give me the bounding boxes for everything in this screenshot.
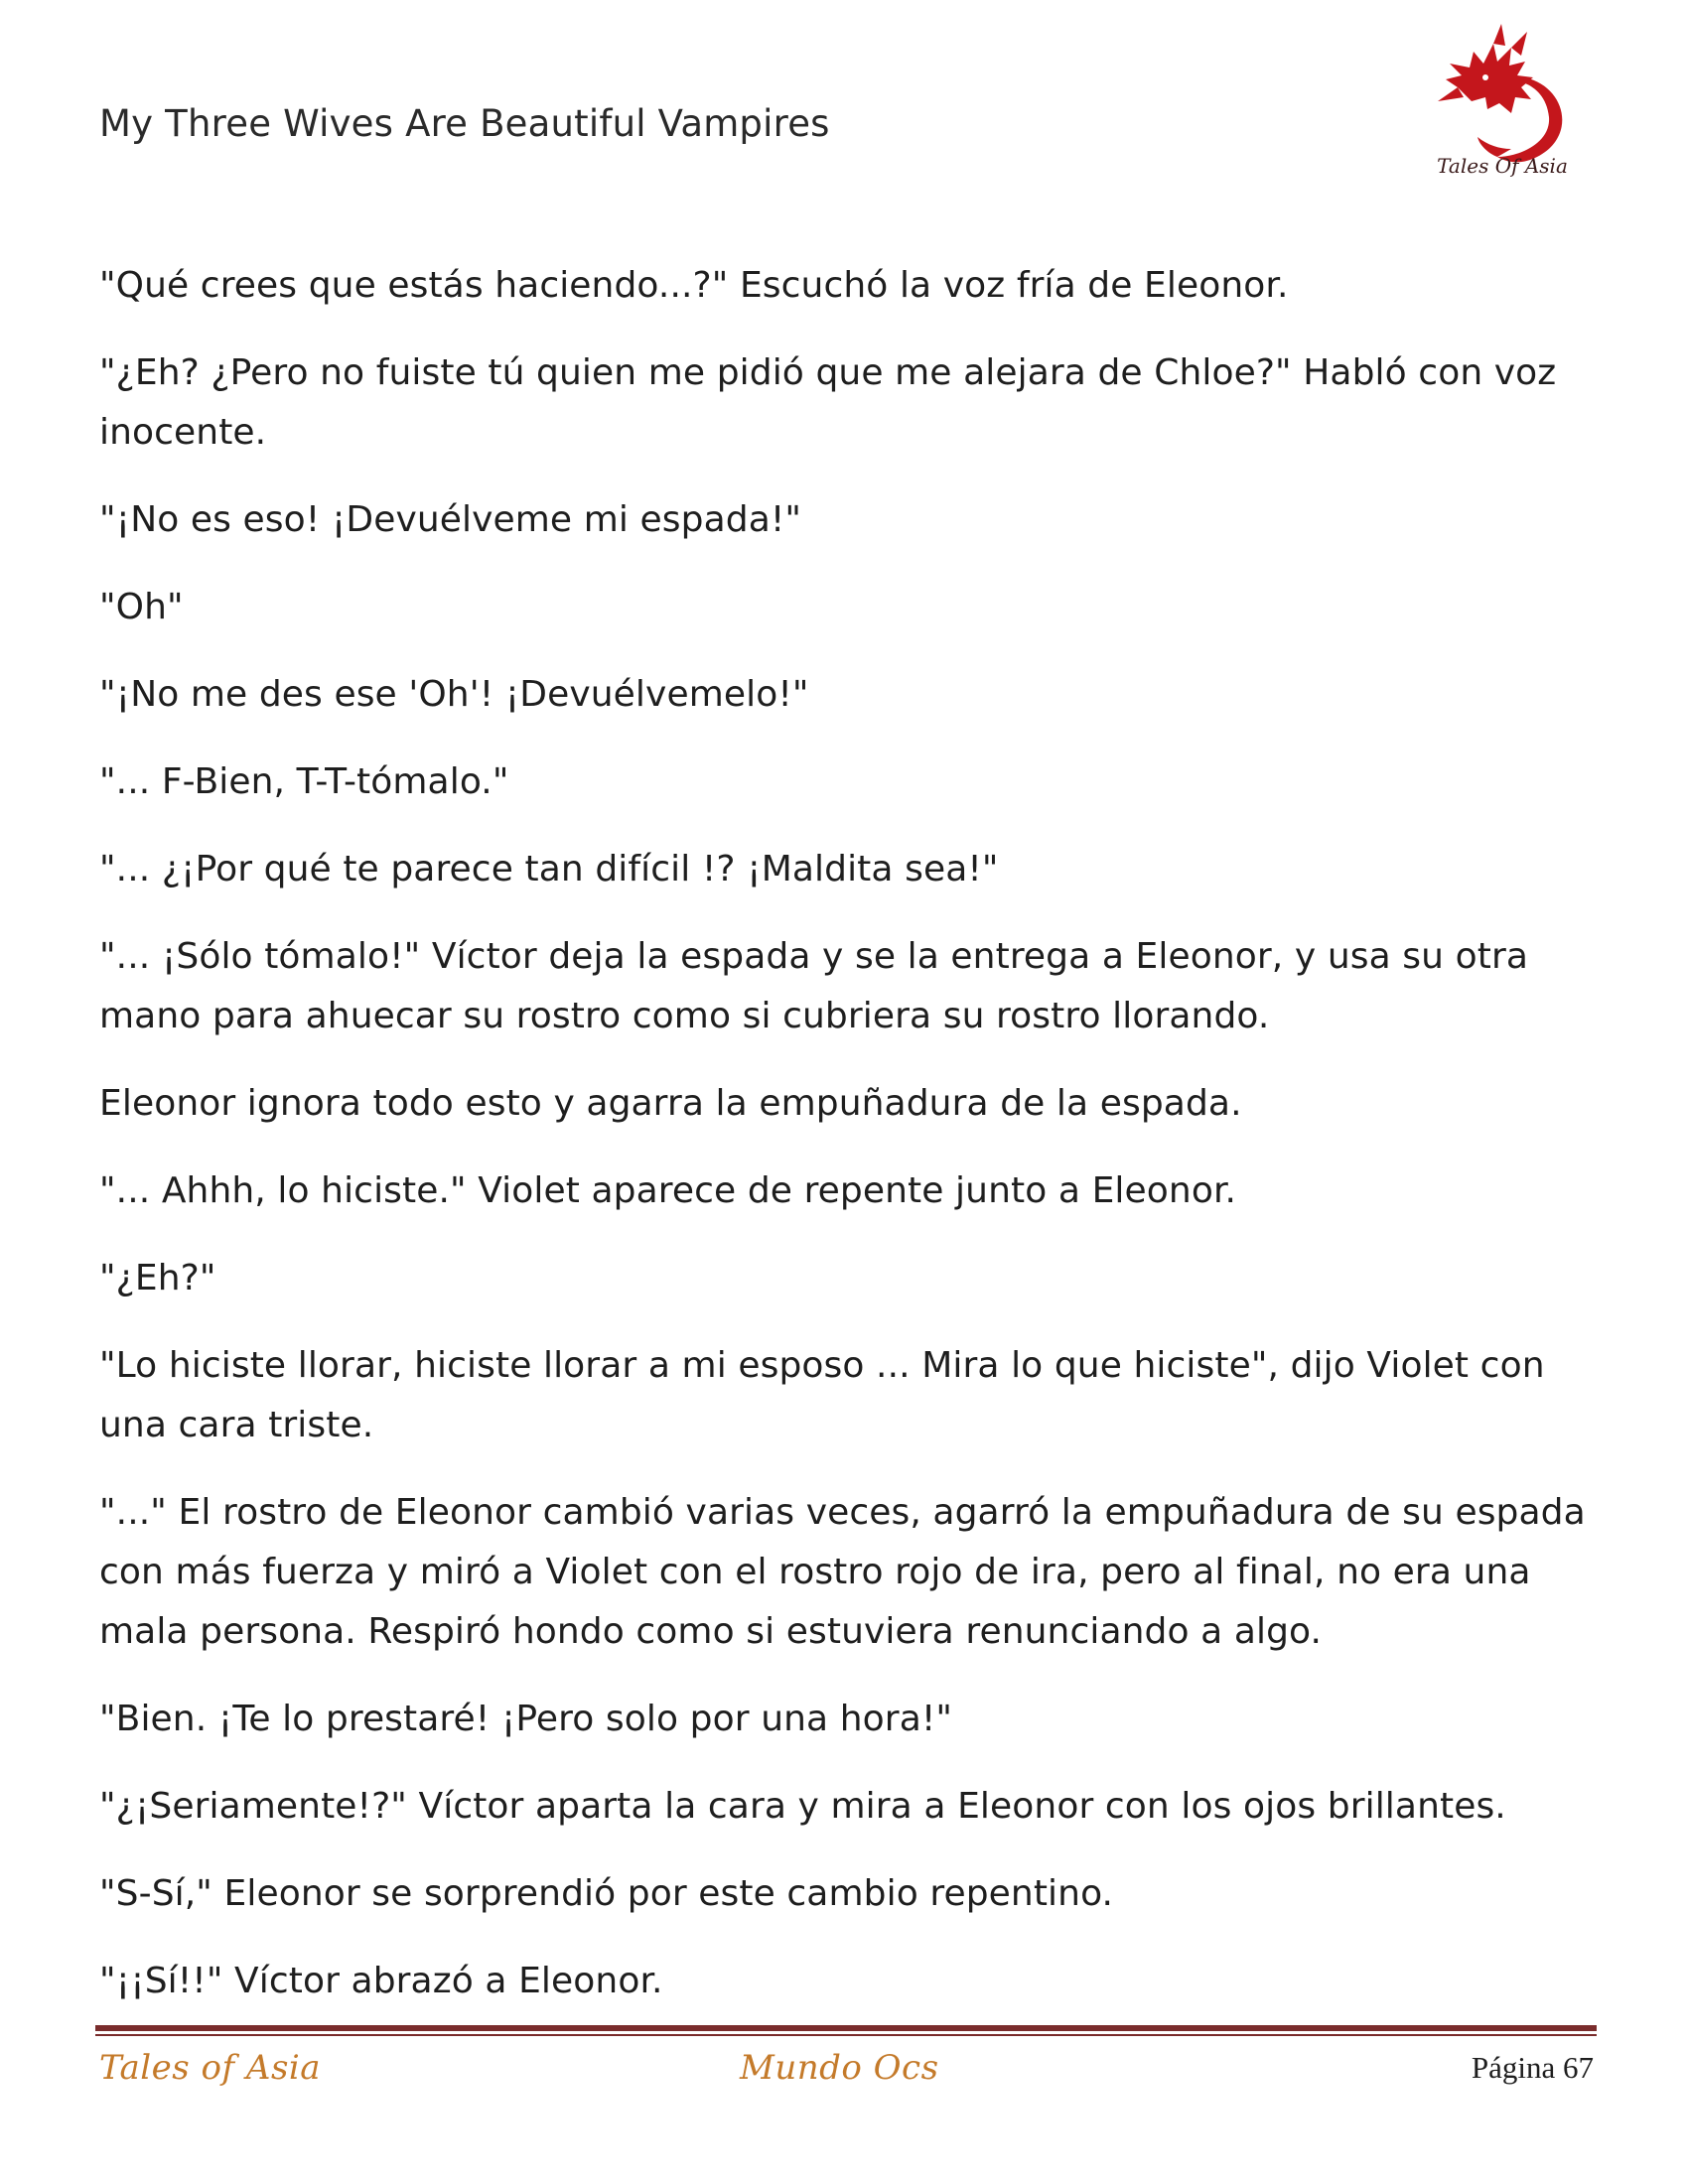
tales-of-asia-logo [1428, 18, 1577, 182]
logo-label: Tales Of Asia [1437, 154, 1568, 178]
paragraph: Eleonor ignora todo esto y agarra la empuñadura de la espada. [99, 1083, 1242, 1124]
paragraph: "Oh" [99, 587, 184, 627]
paragraph: "... ¿¡Por qué te parece tan difícil !? ¡Maldita sea!" [99, 849, 999, 889]
paragraph: "... Ahhh, lo hiciste." Violet aparece de repente junto a Eleonor. [99, 1170, 1237, 1211]
footer-divider-thin [95, 2034, 1597, 2036]
footer-section: Mundo Ocs [740, 2048, 939, 2088]
paragraph: "¡¡Sí!!" Víctor abrazó a Eleonor. [99, 1961, 663, 2001]
page-number: Página 67 [1471, 2050, 1594, 2085]
paragraph: "Lo hiciste llorar, hiciste llorar a mi esposo ... Mira lo que hiciste", dijo Violet con una cara triste. [99, 1345, 1545, 1445]
page-title: My Three Wives Are Beautiful Vampires [99, 102, 830, 145]
paragraph: "¿Eh?" [99, 1258, 216, 1298]
dragon-icon [1428, 18, 1577, 182]
paragraph: "¡No es eso! ¡Devuélveme mi espada!" [99, 499, 802, 540]
paragraph: "... ¡Sólo tómalo!" Víctor deja la espada y se la entrega a Eleonor, y usa su otra mano para ahuecar su rostro como si cubriera su rostro llorando. [99, 936, 1529, 1036]
paragraph: "..." El rostro de Eleonor cambió varias veces, agarró la empuñadura de su espada con más fuerza y miró a Violet con el rostro rojo de ira, pero al final, no era una mala persona. Respiró hondo como si estuviera renunciando a algo. [99, 1492, 1586, 1652]
paragraph: "Qué crees que estás haciendo...?" Escuchó la voz fría de Eleonor. [99, 265, 1289, 306]
chapter-text [99, 256, 1589, 2039]
paragraph: "¿¡Seriamente!?" Víctor aparta la cara y mira a Eleonor con los ojos brillantes. [99, 1786, 1506, 1827]
paragraph: "... F-Bien, T-T-tómalo." [99, 761, 509, 802]
paragraph: "¡No me des ese 'Oh'! ¡Devuélvemelo!" [99, 674, 809, 715]
footer-divider [95, 2025, 1597, 2031]
footer-publisher: Tales of Asia [99, 2048, 322, 2088]
paragraph: "¿Eh? ¿Pero no fuiste tú quien me pidió que me alejara de Chloe?" Habló con voz inocente. [99, 352, 1557, 453]
paragraph: "S-Sí," Eleonor se sorprendió por este cambio repentino. [99, 1873, 1114, 1914]
paragraph: "Bien. ¡Te lo prestaré! ¡Pero solo por una hora!" [99, 1699, 953, 1739]
